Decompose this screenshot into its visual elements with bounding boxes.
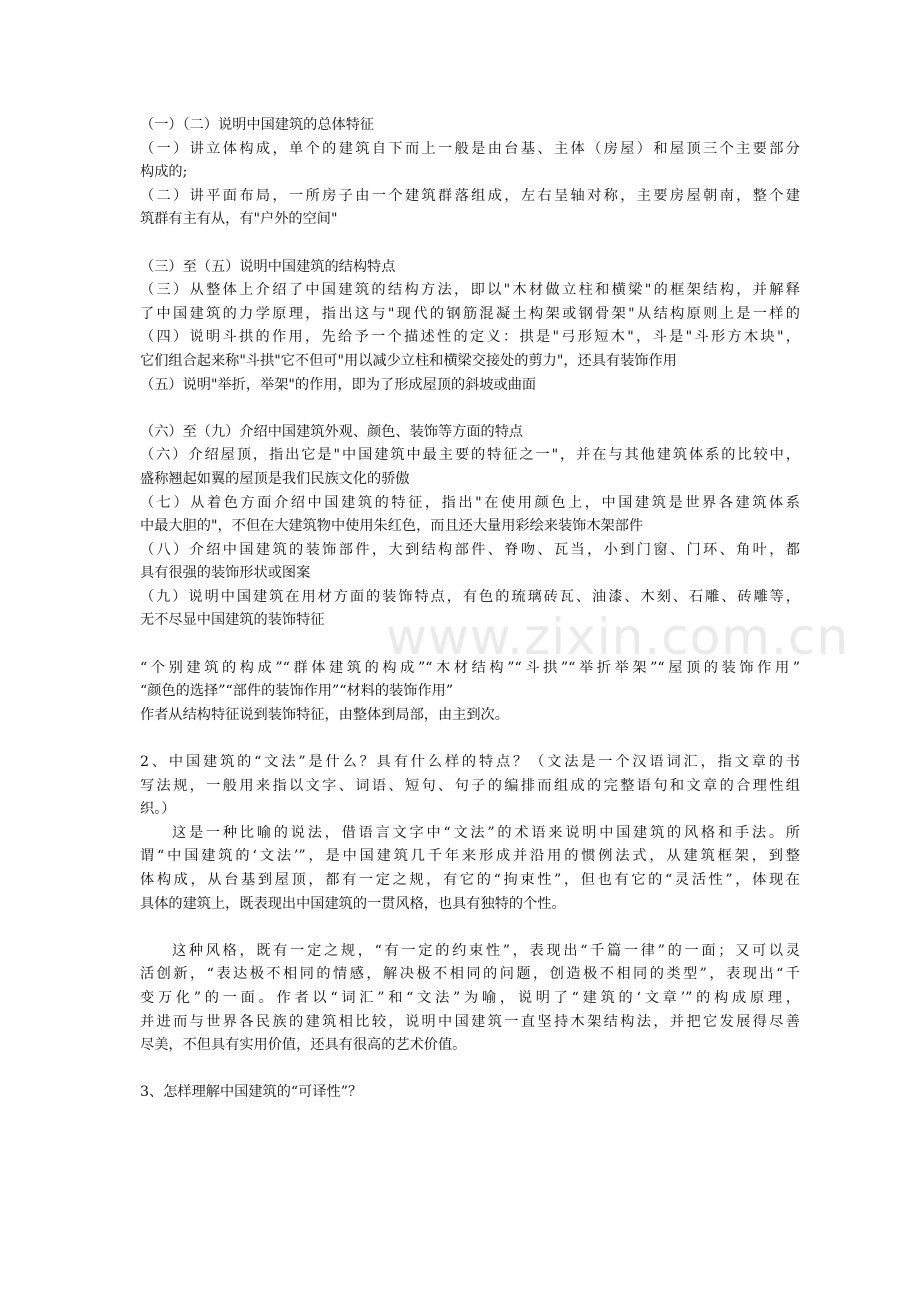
keywords-line: “颜色的选择”“部件的装饰作用”“材料的装饰作用”: [140, 683, 454, 700]
paragraph-line: 它们组合起来称"斗拱"它不但可"用以减少立柱和横梁交接处的剪力"，还具有装饰作用: [140, 352, 677, 369]
answer-line: 体构成，从台基到屋顶，都有一定之规，有它的“拘束性”，但也有它的“灵活性”，体现在: [140, 872, 800, 888]
section-heading: （一）（二）说明中国建筑的总体特征: [140, 117, 375, 133]
question-line: 织。）: [140, 801, 176, 818]
answer-line: 具体的建筑上，既表现出中国建筑的一贯风格，也具有独特的个性。: [140, 895, 566, 912]
paragraph-line: （九）说明中国建筑在用材方面的装饰特点，有色的琉璃砖瓦、油漆、木刻、石雕、砖雕等，: [140, 588, 800, 605]
paragraph-line: 构成的;: [140, 164, 188, 181]
paragraph-line: 筑群有主有从，有"户外的空间": [140, 211, 338, 228]
question-line: 写法规，一般用来指以文字、词语、短句、句子的编排而组成的完整语句和文章的合理性组: [140, 777, 800, 794]
paragraph-line: 无不尽显中国建筑的装饰特征: [140, 612, 325, 629]
question-line: 2、中国建筑的“文法”是什么？具有什么样的特点？（文法是一个汉语词汇，指文章的书: [140, 754, 800, 771]
paragraph-line: 具有很强的装饰形状或图案: [140, 565, 311, 582]
section-heading: （三）至（五）说明中国建筑的结构特点: [140, 258, 396, 275]
blank-line: [140, 916, 800, 940]
answer-line: 并进而与世界各民族的建筑相比较，说明中国建筑一直坚持木架结构法，并把它发展得尽善: [140, 1013, 800, 1030]
answer-line: 这种风格，既有一定之规，“有一定的约束性”，表现出“千篇一律”的一面；又可以灵: [172, 942, 800, 959]
blank-line: [140, 1058, 800, 1082]
answer-line: 谓“中国建筑的‘文法’”，是中国建筑几千年来形成并沿用的惯例法式，从建筑框架，到整: [140, 848, 800, 865]
answer-line: 尽美，不但具有实用价值，还具有很高的艺术价值。: [140, 1037, 467, 1054]
paragraph-line: （一）讲立体构成，单个的建筑自下而上一般是由台基、主体（房屋）和屋顶三个主要部分: [140, 140, 800, 157]
question-line: 3、怎样理解中国建筑的“可译性”？: [140, 1084, 363, 1101]
answer-line: 活创新，“表达极不相同的情感，解决极不相同的问题，创造极不相同的类型”，表现出“千: [140, 966, 800, 983]
summary-line: 作者从结构特征说到装饰特征，由整体到局部，由主到次。: [140, 706, 509, 723]
blank-line: [140, 397, 800, 421]
paragraph-line: 了中国建筑的力学原理，指出这与"现代的钢筋混凝土构架或钢骨架"从结构原则上是一样的: [140, 305, 800, 322]
paragraph-line: 盛称翘起如翼的屋顶是我们民族文化的骄傲: [140, 470, 410, 487]
blank-line: [140, 232, 800, 256]
answer-line: 变万化”的一面。作者以“词汇”和“文法”为喻，说明了“建筑的‘文章’”的构成原理，: [140, 989, 800, 1006]
answer-line: 这是一种比喻的说法，借语言文字中“文法”的术语来说明中国建筑的风格和手法。所: [172, 824, 800, 841]
blank-line: [140, 727, 800, 751]
paragraph-line: （四）说明斗拱的作用，先给予一个描述性的定义：拱是"弓形短木"，斗是"斗形方木块"，: [140, 329, 800, 346]
paragraph-line: （七）从着色方面介绍中国建筑的特征，指出"在使用颜色上，中国建筑是世界各建筑体系: [140, 494, 800, 511]
paragraph-line: （六）介绍屋顶，指出它是"中国建筑中最主要的特征之一"，并在与其他建筑体系的比较中，: [140, 447, 800, 464]
watermark-text: www.zixin.com.cn: [386, 608, 850, 666]
blank-line: [140, 633, 800, 657]
paragraph-line: （三）从整体上介绍了中国建筑的结构方法，即以"木材做立柱和横梁"的框架结构，并解释: [140, 282, 800, 299]
document-body: [140, 114, 800, 1105]
paragraph-line: （八）介绍中国建筑的装饰部件，大到结构部件、脊吻、瓦当，小到门窗、门环、角叶，都: [140, 541, 800, 558]
keywords-line: “个别建筑的构成”“群体建筑的构成”“木材结构”“斗拱”“举折举架”“屋顶的装饰作用”: [140, 659, 800, 676]
paragraph-line: 中最大胆的"，不但在大建筑物中使用朱红色，而且还大量用彩绘来装饰木架部件: [140, 518, 644, 535]
section-heading: （六）至（九）介绍中国建筑外观、颜色、装饰等方面的特点: [140, 423, 524, 440]
paragraph-line: （二）讲平面布局，一所房子由一个建筑群落组成，左右呈轴对称，主要房屋朝南，整个建: [140, 187, 800, 204]
paragraph-line: （五）说明"举折，举架"的作用，即为了形成屋顶的斜坡或曲面: [140, 376, 537, 393]
